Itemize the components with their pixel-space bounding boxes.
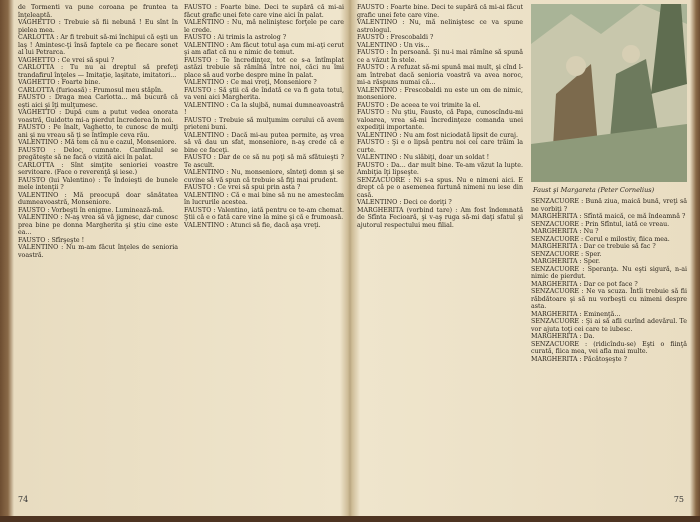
dialogue-line: VALENTINO : Nu, monseniore, sînteţi domn şi se cuvine să vă spun că trebuie să fiţi mai prudent.: [184, 169, 344, 184]
dialogue-line: FAUSTO : Deloc, cumnate. Cardinalul se pregăteşte să ne facă o vizită aici în palat.: [18, 146, 178, 161]
dialogue-line: FAUSTO (lui Valentino) : Te îndoieşti de bunele mele intenţii ?: [18, 176, 178, 191]
dialogue-line: VALENTINO : Ca la slujbă, numai dumneavoastră !: [184, 101, 344, 116]
dialogue-line: FAUSTO : Valentino, iată pentru ce te-am chemat. Ştii că e o fată care vine la mine şi că e frumoasă.: [184, 206, 344, 221]
left-page: [14, 0, 347, 522]
dialogue-line: VAGHETTO : Ce vrei să spui ?: [18, 56, 115, 64]
dialogue-line: FAUSTO : Foarte bine. Deci te supără că mi-ai făcut grafic unei fete care vine aici în palat.: [184, 4, 344, 19]
book-bottom-edge: [0, 516, 700, 522]
dialogue-line: MARGHERITA : Da.: [531, 333, 595, 340]
dialogue-line: FAUSTO : Foarte bine. Deci te supără că mi-ai făcut grafic unei fete care vine.: [357, 4, 523, 19]
dialogue-line: MARGHERITA : Păcătoşeşte ?: [531, 355, 628, 363]
dialogue-line: FAUSTO : Frescobaldi ?: [357, 34, 434, 41]
dialogue-line: VALENTINO : N-aş vrea să vă jignesc, dar cunosc prea bine pe donna Margherita şi ştiu cine este ea...: [18, 214, 178, 236]
dialogue-line: VALENTINO : Dacă mi-au putea permite, aş vrea să vă dau un sfat, monseniore, n-aş crede că e bine ce faceţi.: [184, 131, 344, 154]
dialogue-line: VALENTINO : Frescobaldi nu este un om de nimic, monseniore.: [357, 86, 523, 101]
dialogue-line: VALENTINO : Nu slăbiţi, doar un soldat !: [357, 154, 490, 161]
dialogue-line: SENZACUORE : Speranţa. Nu eşti sigură, n-ai nimic de pierdut.: [531, 265, 687, 280]
illustration: [531, 4, 687, 182]
dialogue-line: SENZACUORE : Şi ai să afli curînd adevărul. Te vor ajuta toţi cei care te iubesc.: [531, 318, 687, 333]
dialogue-line: CARLOTTA : Sînt simţite senioriei voastre servitoare. (Face o reverenţă şi iese.): [18, 161, 178, 176]
illustration-caption: Faust şi Margareta (Peter Cornelius): [533, 186, 655, 194]
left-column-1: [18, 4, 178, 474]
dialogue-line: SENZACUORE : Sper.: [531, 250, 602, 258]
dialogue-line: SENZACUORE : Ni s-a spus. Nu e nimeni aici. E drept că pe o asemenea furtună nimeni nu iese din casă.: [357, 176, 523, 199]
dialogue-line: FAUSTO : Şi e o lipsă pentru noi cei care trăim la curte.: [357, 139, 523, 154]
dialogue-line: VALENTINO : Mă preocupă doar sănătatea dumneavoastră, Monseniore.: [18, 191, 178, 206]
dialogue-line: CARLOTTA : Tu nu ai dreptul să prefeţi trandafirul înţeles — Imitaţie, laşitate, imitatori...: [18, 64, 178, 79]
dialogue-line: SENZACUORE : (ridicîndu-se) Eşti o fiinţă curată, fiica mea, vei afla mai multe.: [531, 340, 687, 355]
dialogue-line: VALENTINO : Nu am fost niciodată lipsit de curaj.: [357, 131, 518, 139]
dialogue-line: FAUSTO : Să ştii că de îndată ce va fi gata totul, va veni aici Margherita.: [184, 86, 344, 101]
dialogue-line: MARGHERITA : Eminenţă...: [531, 310, 621, 318]
dialogue-line: CARLOTTA (furioasă) : Frumosul meu stăpîn.: [18, 86, 164, 94]
dialogue-line: SENZACUORE : Prin Sfîntul, iată ce vreau.: [531, 220, 670, 228]
dialogue-line: VALENTINO : Nu m-am făcut înţeles de senioria voastră.: [18, 244, 178, 259]
dialogue-line: FAUSTO : Ai trimis la astrolog ?: [184, 34, 287, 41]
dialogue-line: CARLOTTA : Ar fi trebuit să-mi închipui că eşti un laş ! Amintesc-ţi însă faptele ca pe fiecare sonet al lui Petrarca.: [18, 34, 178, 56]
dialogue-line: FAUSTO : Ce vrei să spui prin asta ?: [184, 184, 301, 191]
engraving-image: [531, 4, 687, 182]
left-column-2: [184, 4, 344, 474]
dialogue-line: FAUSTO : Trebuie să mulţumim cerului că avem prieteni buni.: [184, 116, 344, 131]
right-column-2: [531, 198, 687, 474]
dialogue-line: VALENTINO : Atunci să fie, dacă aşa vreţi.: [184, 221, 321, 229]
dialogue-line: VALENTINO : Că e mai bine să nu ne amestecăm în lucrurile acestea.: [184, 191, 344, 206]
dialogue-line: VAGHETTO : Foarte bine.: [18, 79, 101, 86]
dialogue-line: FAUSTO : Pe înalt, Vaghetto, te cunosc de mulţi ani şi nu vreau să ţi se întîmple ceva rău.: [18, 124, 178, 139]
dialogue-line: FAUSTO : Sfîrşeşte !: [18, 236, 85, 244]
right-page-number: 75: [673, 495, 684, 504]
dialogue-line: de Tormenti va pune coroana pe fruntea ta înţeleaptă.: [18, 4, 178, 19]
dialogue-line: MARGHERITA : Dar ce pot face ?: [531, 280, 638, 288]
dialogue-line: MARGHERITA (vorbind tare) : Am fost îndemnată de Sfînta Fecioară, şi v-aş ruga să-mi daţi sfatul şi ajutorul respectului meu filial.: [357, 206, 523, 229]
dialogue-line: FAUSTO : Dar de ce să nu poţi să mă sfătuieşti ? Te ascult.: [184, 154, 344, 169]
dialogue-line: MARGHERITA : Sfîntă maică, ce mă îndeamnă ?: [531, 213, 686, 220]
dialogue-line: FAUSTO : Vorbeşti în enigme. Luminează-mă.: [18, 206, 165, 214]
dialogue-line: FAUSTO : A refuzat să-mi spună mai mult, şi cînd l-am întrebat dacă senioria voastră va avea noroc, mi-a răspuns numai că...: [357, 64, 523, 86]
right-column-1: [357, 4, 523, 474]
dialogue-line: SENZACUORE : Bună ziua, maică bună, vreţi să ne vorbiţi ?: [531, 198, 687, 213]
dialogue-line: VALENTINO : Ce mai vreţi, Monseniore ?: [184, 79, 317, 86]
dialogue-line: VALENTINO : Deci ce doriţi ?: [357, 199, 452, 206]
dialogue-line: FAUSTO : În persoană. Şi nu-i mai rămîne să spună ce a văzut în stele.: [357, 49, 523, 64]
dialogue-line: VALENTINO : Nu, mă neliniştesc ce va spune astrologul.: [357, 19, 523, 34]
dialogue-line: SENZACUORE : Cerul e milostiv, fiica mea.: [531, 235, 670, 243]
dialogue-line: MARGHERITA : Dar ce trebuie să fac ?: [531, 243, 656, 250]
dialogue-line: FAUSTO : Draga mea Carlotta... mă bucură că eşti aici şi îţi mulţumesc.: [18, 94, 178, 109]
dialogue-line: VALENTINO : Nu, mă neliniştesc forţele pe care le crede.: [184, 19, 344, 34]
dialogue-line: MARGHERITA : Nu ?: [531, 228, 599, 235]
dialogue-line: SENZACUORE : Ne va scuza. Întîi trebuie să fii răbdătoare şi să nu vorbeşti cu nimeni despre asta.: [531, 288, 687, 310]
dialogue-line: VALENTINO : Un vis...: [357, 41, 430, 49]
dialogue-line: VALENTINO : Am făcut totul aşa cum mi-aţi cerut şi am aflat că nu e nimic de temut.: [184, 41, 344, 56]
dialogue-line: VAGHETTO : După cum a putut vedea onorata voastră, Guidotto mi-a pierdut încrederea în noi.: [18, 109, 178, 124]
dialogue-line: FAUSTO : Te încredinţez, tot ce s-a întîmplat astăzi trebuie să rămînă între noi, căci nu îmi place să aud vorbe despre mine în palat.: [184, 56, 344, 79]
dialogue-line: FAUSTO : Nu ştiu, Fausto, că Papa, cunoscîndu-mi valoarea, vrea să-mi încredinţeze comanda unei expediţii importante.: [357, 109, 523, 131]
dialogue-line: FAUSTO : De aceea te voi trimite la el.: [357, 101, 481, 109]
dialogue-line: VALENTINO : Mă tem că nu e cazul, Monseniore.: [18, 139, 177, 146]
right-page: [353, 0, 690, 522]
dialogue-line: MARGHERITA : Sper.: [531, 258, 601, 265]
left-page-number: 74: [18, 495, 29, 504]
dialogue-line: VAGHETTO : Trebuie să fii nebună ! Eu sînt în pielea mea.: [18, 19, 178, 34]
dialogue-line: FAUSTO : Da... dar mult bine. Te-am văzut la lupte. Ambiţia îţi lipseşte.: [357, 161, 523, 176]
